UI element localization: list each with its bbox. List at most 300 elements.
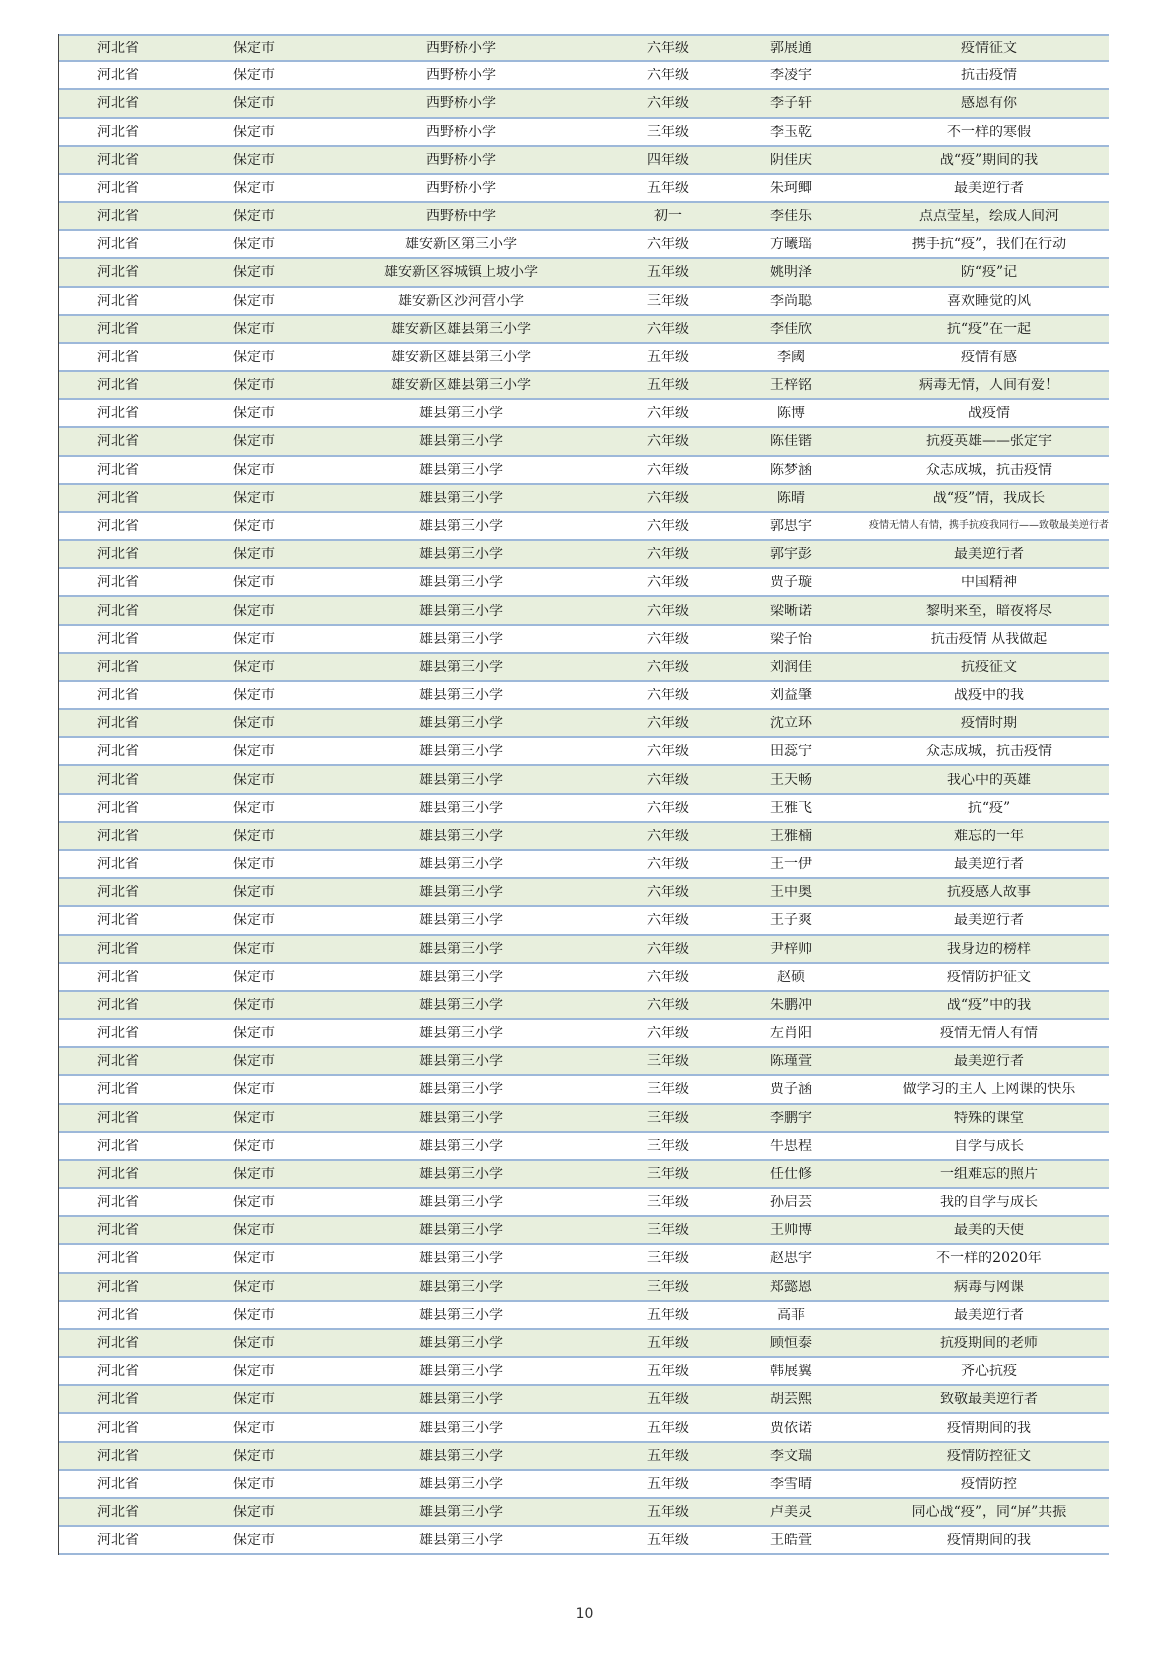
school-cell: 雄县第三小学 [419,1307,503,1322]
essay-title-cell: 疫情无情人有情 [940,1026,1038,1041]
school-cell: 雄县第三小学 [419,969,503,984]
table-row [59,344,1109,372]
grade-cell: 六年级 [647,659,689,674]
province-cell: 河北省 [97,1533,139,1548]
province-cell: 河北省 [97,772,139,787]
province-cell: 河北省 [97,490,139,505]
province-cell: 河北省 [97,1307,139,1322]
city-cell: 保定市 [233,1307,275,1322]
province-cell: 河北省 [97,1195,139,1210]
table-row [59,1499,1109,1527]
table-row [59,1133,1109,1161]
table-row [59,203,1109,231]
city-cell: 保定市 [233,1364,275,1379]
school-cell: 雄县第三小学 [419,659,503,674]
province-cell: 河北省 [97,68,139,83]
province-cell: 河北省 [97,688,139,703]
city-cell: 保定市 [233,209,275,224]
city-cell: 保定市 [233,1110,275,1125]
city-cell: 保定市 [233,1166,275,1181]
table-row [59,738,1109,766]
table-row [59,1443,1109,1471]
city-cell: 保定市 [233,321,275,336]
grade-cell: 六年级 [647,800,689,815]
student-name-cell: 左肖阳 [770,1026,812,1041]
province-cell: 河北省 [97,1420,139,1435]
essay-title-cell: 最美逆行者 [954,857,1024,872]
table-row [59,372,1109,400]
table-row [59,626,1109,654]
table-row [59,1245,1109,1273]
student-name-cell: 陈瑾萱 [770,1054,812,1069]
province-cell: 河北省 [97,96,139,111]
school-cell: 雄县第三小学 [419,688,503,703]
province-cell: 河北省 [97,913,139,928]
essay-title-cell: 防“疫”记 [960,265,1018,280]
grade-cell: 三年级 [647,1082,689,1097]
table-row [59,682,1109,710]
grade-cell: 三年级 [647,1110,689,1125]
student-name-cell: 阴佳庆 [770,152,812,167]
table-row [59,1358,1109,1386]
province-cell: 河北省 [97,547,139,562]
province-cell: 河北省 [97,1251,139,1266]
essay-title-cell: 特殊的课堂 [954,1110,1024,1125]
student-name-cell: 王雅楠 [770,828,812,843]
essay-title-cell: 疫情有感 [961,349,1017,364]
city-cell: 保定市 [233,237,275,252]
province-cell: 河北省 [97,1364,139,1379]
city-cell: 保定市 [233,547,275,562]
province-cell: 河北省 [97,406,139,421]
province-cell: 河北省 [97,1223,139,1238]
grade-cell: 初一 [654,209,682,224]
city-cell: 保定市 [233,772,275,787]
grade-cell: 六年级 [647,462,689,477]
student-name-cell: 王一伊 [770,857,812,872]
essay-title-cell: 战疫中的我 [954,688,1024,703]
school-cell: 雄安新区雄县第三小学 [391,321,531,336]
school-cell: 雄县第三小学 [419,1223,503,1238]
table-row [59,428,1109,456]
table-row [59,541,1109,569]
grade-cell: 五年级 [647,1420,689,1435]
city-cell: 保定市 [233,1420,275,1435]
school-cell: 雄县第三小学 [419,1533,503,1548]
essay-title-cell: 最美逆行者 [954,913,1024,928]
grade-cell: 六年级 [647,744,689,759]
essay-title-cell: 战疫情 [968,406,1010,421]
student-name-cell: 方曦瑶 [770,237,812,252]
essay-title-cell: 疫情防控征文 [947,1448,1031,1463]
school-cell: 雄县第三小学 [419,547,503,562]
student-name-cell: 陈晴 [777,490,805,505]
student-name-cell: 贾子璇 [770,575,812,590]
grade-cell: 六年级 [647,575,689,590]
table-row [59,231,1109,259]
essay-title-cell: 中国精神 [961,575,1017,590]
school-cell: 雄县第三小学 [419,1166,503,1181]
city-cell: 保定市 [233,124,275,139]
essay-title-cell: 众志成城，抗击疫情 [926,462,1052,477]
province-cell: 河北省 [97,1279,139,1294]
student-name-cell: 赵硕 [777,969,805,984]
essay-title-cell: 最美的天使 [954,1223,1024,1238]
table-row [59,316,1109,344]
student-name-cell: 王中奥 [770,885,812,900]
grade-cell: 六年级 [647,490,689,505]
province-cell: 河北省 [97,828,139,843]
school-cell: 雄县第三小学 [419,800,503,815]
grade-cell: 六年级 [647,828,689,843]
school-cell: 雄县第三小学 [419,603,503,618]
city-cell: 保定市 [233,1082,275,1097]
grade-cell: 六年级 [647,885,689,900]
province-cell: 河北省 [97,800,139,815]
student-name-cell: 李凌宇 [770,68,812,83]
school-cell: 西野桥小学 [426,96,496,111]
table-row [59,1471,1109,1499]
grade-cell: 五年级 [647,1392,689,1407]
student-name-cell: 朱珂鲫 [770,180,812,195]
grade-cell: 三年级 [647,1223,689,1238]
grade-cell: 三年级 [647,124,689,139]
table-row [59,1330,1109,1358]
grade-cell: 六年级 [647,68,689,83]
province-cell: 河北省 [97,1505,139,1520]
student-name-cell: 牛思程 [770,1138,812,1153]
school-cell: 雄县第三小学 [419,631,503,646]
city-cell: 保定市 [233,744,275,759]
student-name-cell: 刘益肇 [770,688,812,703]
city-cell: 保定市 [233,519,275,533]
essay-title-cell: 病毒无情，人间有爱！ [919,378,1059,393]
essay-title-cell: 同心战“疫”，同“屏”共振 [911,1505,1067,1520]
grade-cell: 六年级 [647,1026,689,1041]
essay-title-cell: 难忘的一年 [954,828,1024,843]
essay-title-cell: 自学与成长 [954,1138,1024,1153]
table-row [59,766,1109,794]
essay-title-cell: 最美逆行者 [954,547,1024,562]
province-cell: 河北省 [97,434,139,449]
city-cell: 保定市 [233,857,275,872]
province-cell: 河北省 [97,1082,139,1097]
table-row [59,90,1109,118]
city-cell: 保定市 [233,434,275,449]
student-name-cell: 李佳欣 [770,321,812,336]
city-cell: 保定市 [233,1279,275,1294]
city-cell: 保定市 [233,1392,275,1407]
table-row [59,1302,1109,1330]
grade-cell: 三年级 [647,1195,689,1210]
grade-cell: 六年级 [647,688,689,703]
grade-cell: 六年级 [647,716,689,731]
school-cell: 雄县第三小学 [419,1195,503,1210]
page-number: 10 [575,1606,594,1622]
table-row [59,1105,1109,1133]
province-cell: 河北省 [97,237,139,252]
student-name-cell: 贾子涵 [770,1082,812,1097]
student-name-cell: 郭展通 [770,41,812,56]
city-cell: 保定市 [233,293,275,308]
city-cell: 保定市 [233,1505,275,1520]
city-cell: 保定市 [233,1251,275,1266]
student-name-cell: 贾依诺 [770,1420,812,1435]
province-cell: 河北省 [97,180,139,195]
grade-cell: 三年级 [647,1166,689,1181]
school-cell: 雄县第三小学 [419,575,503,590]
table-row [59,400,1109,428]
city-cell: 保定市 [233,68,275,83]
essay-title-cell: 抗疫期间的老师 [940,1335,1038,1350]
grade-cell: 五年级 [647,1476,689,1491]
grade-cell: 六年级 [647,603,689,618]
table-row [59,175,1109,203]
essay-title-cell: 最美逆行者 [954,180,1024,195]
grade-cell: 六年级 [647,997,689,1012]
essay-title-cell: 齐心抗疫 [961,1364,1017,1379]
essay-title-cell: 最美逆行者 [954,1307,1024,1322]
student-name-cell: 李阈 [777,349,805,364]
province-cell: 河北省 [97,321,139,336]
city-cell: 保定市 [233,688,275,703]
table-row [59,654,1109,682]
table-row [59,597,1109,625]
student-name-cell: 王皓萱 [770,1533,812,1548]
school-cell: 雄县第三小学 [419,716,503,731]
student-name-cell: 梁子怡 [770,631,812,646]
grade-cell: 六年级 [647,434,689,449]
grade-cell: 五年级 [647,1505,689,1520]
city-cell: 保定市 [233,631,275,646]
table-row [59,1527,1109,1555]
school-cell: 雄县第三小学 [419,1505,503,1520]
city-cell: 保定市 [233,180,275,195]
essay-title-cell: 抗疫感人故事 [947,885,1031,900]
school-cell: 雄县第三小学 [419,490,503,505]
city-cell: 保定市 [233,378,275,393]
province-cell: 河北省 [97,1335,139,1350]
city-cell: 保定市 [233,152,275,167]
school-cell: 西野桥小学 [426,68,496,83]
school-cell: 雄县第三小学 [419,1392,503,1407]
city-cell: 保定市 [233,462,275,477]
school-cell: 雄县第三小学 [419,857,503,872]
student-name-cell: 姚明泽 [770,265,812,280]
school-cell: 雄县第三小学 [419,885,503,900]
table-row [59,907,1109,935]
school-cell: 雄县第三小学 [419,519,503,533]
school-cell: 雄县第三小学 [419,772,503,787]
city-cell: 保定市 [233,1195,275,1210]
student-name-cell: 孙启芸 [770,1195,812,1210]
essay-title-cell: 疫情防控 [961,1476,1017,1491]
grade-cell: 六年级 [647,41,689,56]
grade-cell: 四年级 [647,152,689,167]
essay-title-cell: 我身边的榜样 [947,941,1031,956]
grade-cell: 六年级 [647,941,689,956]
province-cell: 河北省 [97,1026,139,1041]
essay-title-cell: 战“疫”中的我 [946,997,1032,1012]
grade-cell: 六年级 [647,406,689,421]
school-cell: 雄安新区第三小学 [405,237,517,252]
table-row [59,513,1109,541]
province-cell: 河北省 [97,293,139,308]
school-cell: 雄县第三小学 [419,1082,503,1097]
student-name-cell: 梁晰诺 [770,603,812,618]
school-cell: 雄县第三小学 [419,1364,503,1379]
city-cell: 保定市 [233,1138,275,1153]
school-cell: 雄县第三小学 [419,1420,503,1435]
province-cell: 河北省 [97,716,139,731]
province-cell: 河北省 [97,124,139,139]
student-name-cell: 郭思宇 [770,519,812,533]
table-row [59,485,1109,513]
province-cell: 河北省 [97,519,139,533]
school-cell: 雄县第三小学 [419,1335,503,1350]
school-cell: 雄县第三小学 [419,462,503,477]
grade-cell: 五年级 [647,1307,689,1322]
student-name-cell: 陈博 [777,406,805,421]
grade-cell: 三年级 [647,1279,689,1294]
city-cell: 保定市 [233,603,275,618]
student-name-cell: 尹梓帅 [770,941,812,956]
essay-title-cell: 疫情期间的我 [947,1420,1031,1435]
province-cell: 河北省 [97,152,139,167]
city-cell: 保定市 [233,913,275,928]
school-cell: 西野桥小学 [426,124,496,139]
essay-title-cell: 感恩有你 [961,96,1017,111]
school-cell: 雄县第三小学 [419,1138,503,1153]
essay-title-cell: 疫情征文 [961,41,1017,56]
essay-title-cell: 不一样的2020年 [936,1251,1042,1266]
essay-title-cell: 疫情时期 [961,716,1017,731]
province-cell: 河北省 [97,265,139,280]
city-cell: 保定市 [233,265,275,280]
city-cell: 保定市 [233,659,275,674]
student-name-cell: 卢美灵 [770,1505,812,1520]
essay-title-cell: 众志成城，抗击疫情 [926,744,1052,759]
essay-title-cell: 我的自学与成长 [940,1195,1038,1210]
grade-cell: 六年级 [647,857,689,872]
city-cell: 保定市 [233,941,275,956]
essay-title-cell: 不一样的寒假 [947,124,1031,139]
student-name-cell: 郭宇彭 [770,547,812,562]
province-cell: 河北省 [97,349,139,364]
table-row [59,1048,1109,1076]
city-cell: 保定市 [233,997,275,1012]
table-row [59,1189,1109,1217]
city-cell: 保定市 [233,828,275,843]
table-row [59,964,1109,992]
province-cell: 河北省 [97,378,139,393]
student-name-cell: 李子轩 [770,96,812,111]
province-cell: 河北省 [97,462,139,477]
school-cell: 雄县第三小学 [419,828,503,843]
province-cell: 河北省 [97,1054,139,1069]
school-cell: 西野桥小学 [426,152,496,167]
province-cell: 河北省 [97,744,139,759]
table-row [59,147,1109,175]
city-cell: 保定市 [233,1448,275,1463]
student-name-cell: 田蕊宁 [770,744,812,759]
student-name-cell: 王子爽 [770,913,812,928]
school-cell: 雄县第三小学 [419,997,503,1012]
grade-cell: 三年级 [647,1138,689,1153]
essay-title-cell: 抗击疫情 从我做起 [930,631,1048,646]
student-name-cell: 王帅博 [770,1223,812,1238]
province-cell: 河北省 [97,1448,139,1463]
province-cell: 河北省 [97,209,139,224]
table-row [59,992,1109,1020]
table-row [59,288,1109,316]
grade-cell: 五年级 [647,265,689,280]
province-cell: 河北省 [97,575,139,590]
student-name-cell: 赵思宇 [770,1251,812,1266]
grade-cell: 三年级 [647,293,689,308]
grade-cell: 五年级 [647,1533,689,1548]
grade-cell: 六年级 [647,772,689,787]
essay-title-cell: 抗疫征文 [961,659,1017,674]
student-name-cell: 李文瑞 [770,1448,812,1463]
province-cell: 河北省 [97,941,139,956]
city-cell: 保定市 [233,800,275,815]
essay-title-cell: 最美逆行者 [954,1054,1024,1069]
city-cell: 保定市 [233,885,275,900]
province-cell: 河北省 [97,997,139,1012]
city-cell: 保定市 [233,96,275,111]
grade-cell: 六年级 [647,96,689,111]
school-cell: 雄县第三小学 [419,1476,503,1491]
province-cell: 河北省 [97,857,139,872]
table-row [59,936,1109,964]
essay-title-cell: 黎明来至，暗夜将尽 [926,603,1052,618]
student-name-cell: 郑懿恩 [770,1279,812,1294]
grade-cell: 五年级 [647,1335,689,1350]
grade-cell: 六年级 [647,913,689,928]
school-cell: 西野桥小学 [426,41,496,56]
table-row [59,1076,1109,1104]
table-row [59,851,1109,879]
essay-title-cell: 战“疫”情，我成长 [932,490,1046,505]
grade-cell: 五年级 [647,180,689,195]
table-row [59,1161,1109,1189]
essay-title-cell: 致敬最美逆行者 [940,1392,1038,1407]
city-cell: 保定市 [233,406,275,421]
city-cell: 保定市 [233,1054,275,1069]
province-cell: 河北省 [97,1392,139,1407]
student-name-cell: 顾恒泰 [770,1335,812,1350]
table-row [59,259,1109,287]
province-cell: 河北省 [97,1166,139,1181]
essay-title-cell: 疫情期间的我 [947,1533,1031,1548]
table-row [59,1274,1109,1302]
student-name-cell: 韩展翼 [770,1364,812,1379]
table-row [59,1020,1109,1048]
city-cell: 保定市 [233,349,275,364]
student-name-cell: 任仕修 [770,1166,812,1181]
table-row [59,62,1109,90]
essay-title-cell: 抗击疫情 [961,68,1017,83]
province-cell: 河北省 [97,1110,139,1125]
table-row [59,34,1109,62]
grade-cell: 五年级 [647,349,689,364]
grade-cell: 六年级 [647,631,689,646]
table-row [59,795,1109,823]
student-name-cell: 陈佳锴 [770,434,812,449]
grade-cell: 六年级 [647,237,689,252]
school-cell: 西野桥小学 [426,180,496,195]
